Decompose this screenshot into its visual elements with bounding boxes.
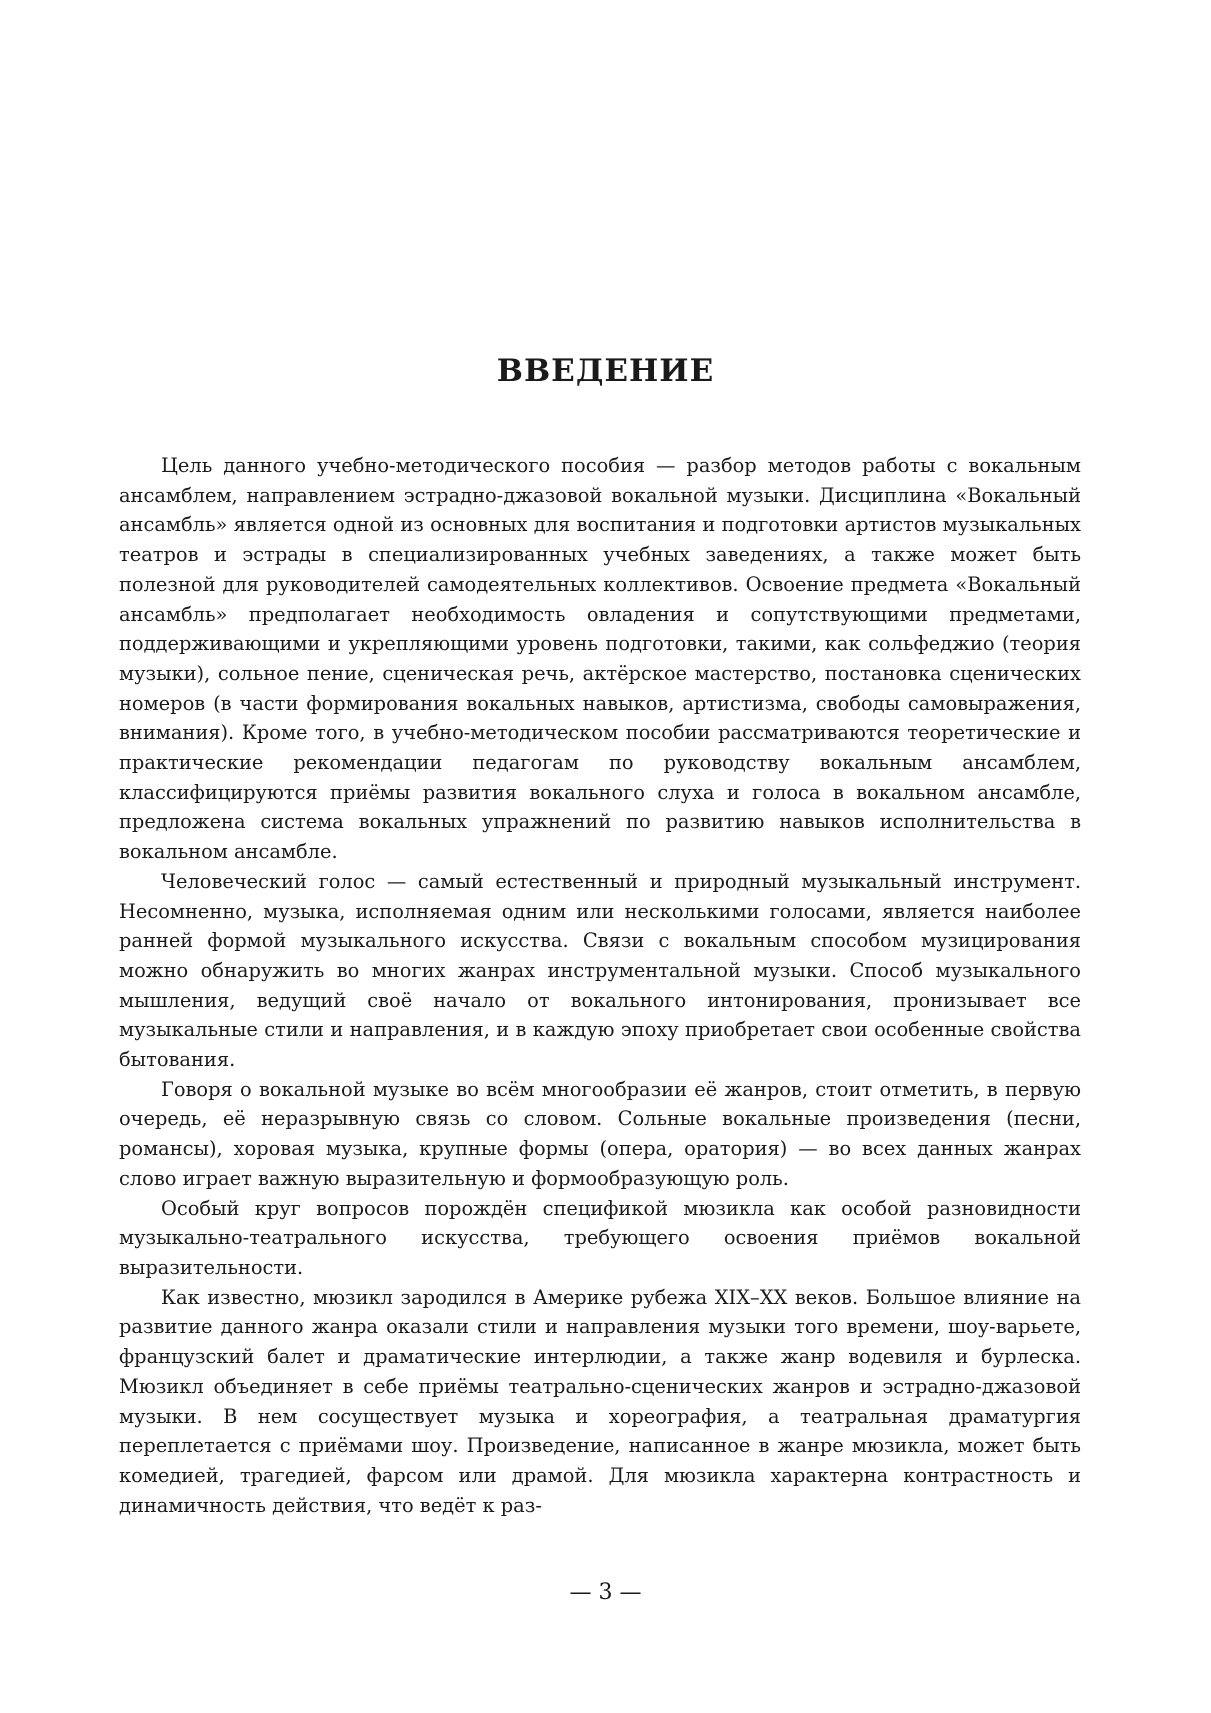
body-text [119, 451, 1081, 1520]
paragraph-5: Как известно, мюзикл зародился в Америке рубежа XIX–XX веков. Большое влияние на развитие данного жанра оказали стили и направления музыки того времени, шоу-варьете, французский балет и драматические интерлюдии, а также жанр водевиля и бурлеска. Мюзикл объединяет в себе приёмы театрально-сценических жанров и эстрадно-джазовой музыки. В нем сосуществует музыка и хореография, а театральная драматургия переплетается с приёмами шоу. Произведение, написанное в жанре мюзикла, может быть комедией, трагедией, фарсом или драмой. Для мюзикла характерна контрастность и динамичность действия, что ведёт к раз- [119, 1285, 1081, 1517]
paragraph-3: Говоря о вокальной музыке во всём многообразии её жанров, стоит отметить, в первую очередь, её неразрывную связь со словом. Сольные вокальные произведения (песни, романсы), хоровая музыка, крупные формы (опера, оратория) — во всех данных жанрах слово играет важную выразительную и формообразующую роль. [119, 1077, 1081, 1190]
paragraph-2: Человеческий голос — самый естественный и природный музыкальный инструмент. Несомненно, музыка, исполняемая одним или несколькими голосами, является наиболее ранней формой музыкального искусства. Связи с вокальным способом музицирования можно обнаружить во многих жанрах инструментальной музыки. Способ музыкального мышления, ведущий своё начало от вокального интонирования, пронизывает все музыкальные стили и направления, и в каждую эпоху приобретает свои особенные свойства бытования. [119, 869, 1081, 1072]
paragraph-4: Особый круг вопросов порождён спецификой мюзикла как особой разновидности музыкально-театрального искусства, требующего освоения приёмов вокальной выразительности. [119, 1196, 1081, 1279]
page-title: ВВЕДЕНИЕ [496, 353, 715, 389]
paragraph-1: Цель данного учебно-методического пособия — разбор методов работы с вокальным ансамблем, направлением эстрадно-джазовой вокальной музыки. Дисциплина «Вокальный ансамбль» является одной из основных для воспитания и подготовки артистов музыкальных театров и эстрады в специализированных учебных заведениях, а также может быть полезной для руководителей самодеятельных коллективов. Освоение предмета «Вокальный ансамбль» предполагает необходимость овладения и сопутствующими предметами, поддерживающими и укрепляющими уровень подготовки, такими, как сольфеджио (теория музыки), сольное пение, сценическая речь, актёрское мастерство, постановка сценических номеров (в части формирования вокальных навыков, артистизма, свободы самовыражения, внимания). Кроме того, в учебно-методическом пособии рассматриваются теоретические и практические рекомендации педагогам по руководству вокальным ансамблем, классифицируются приёмы развития вокального слуха и голоса в вокальном ансамбле, предложена система вокальных упражнений по развитию навыков исполнительства в вокальном ансамбле. [119, 454, 1081, 864]
page-number: — 3 — [569, 1580, 642, 1605]
